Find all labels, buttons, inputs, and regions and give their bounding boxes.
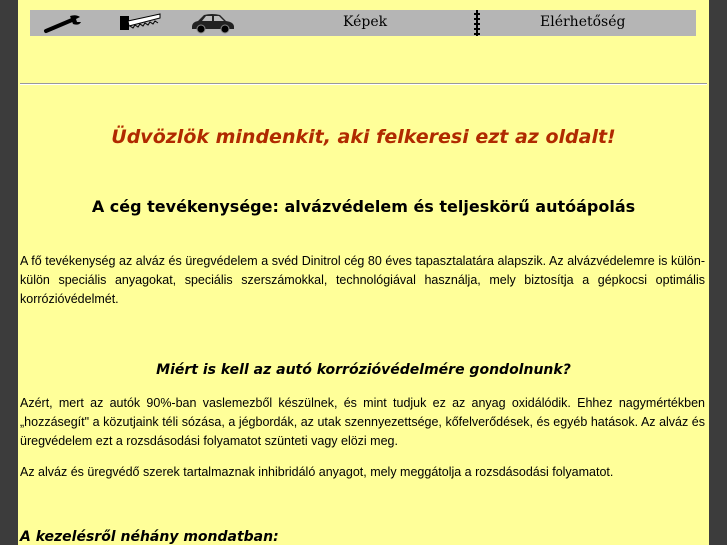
nav-link-kepek[interactable]: Képek bbox=[343, 14, 388, 30]
reason-paragraph: Azért, mert az autók 90%-ban vaslemezből készülnek, és mint tudjuk ez az anyag oxidálódik. Ehhez nagymértékben „hozzásegít" a közutjaink téli sózása, a jégbordák, az utak szennyezettsége, kőfelverődések, és egyéb hatások. Az alváz és üregvédelem ezt a rozsdásodási folyamatot szünteti vagy elözi meg. bbox=[20, 396, 705, 448]
horizontal-divider bbox=[20, 83, 707, 85]
top-navigation-bar bbox=[30, 10, 696, 36]
separator-icon bbox=[473, 10, 481, 40]
corrosion-question-heading: Miért is kell az autó korrózióvédelmére gondolnunk? bbox=[156, 362, 571, 378]
activity-heading: A cég tevékenysége: alvázvédelem és teljeskörű autóápolás bbox=[91, 197, 636, 216]
car-icon[interactable] bbox=[190, 12, 236, 38]
inhibitor-paragraph: Az alváz és üregvédő szerek tartalmaznak inhibridáló anyagot, mely meggátolja a rozsdásodási folyamatot. bbox=[20, 465, 614, 479]
page-container bbox=[18, 0, 709, 545]
nav-link-elerhetoseg[interactable]: Elérhetőség bbox=[540, 14, 626, 30]
wrench-icon[interactable] bbox=[42, 12, 86, 38]
treatment-heading: A kezelésről néhány mondatban: bbox=[20, 529, 279, 545]
saw-icon[interactable] bbox=[118, 12, 162, 38]
intro-paragraph: A fő tevékenység az alváz és üregvédelem a svéd Dinitrol cég 80 éves tapasztalatára alapszik. Az alvázvédelemre is külön-külön speciális anyagokat, speciális szerszámokkal, technológiával használja, mely biztosítja a gépkocsi optimális korrózióvédelmét. bbox=[20, 254, 705, 306]
welcome-heading: Üdvözlök mindenkit, aki felkeresi ezt az oldalt! bbox=[111, 126, 616, 148]
